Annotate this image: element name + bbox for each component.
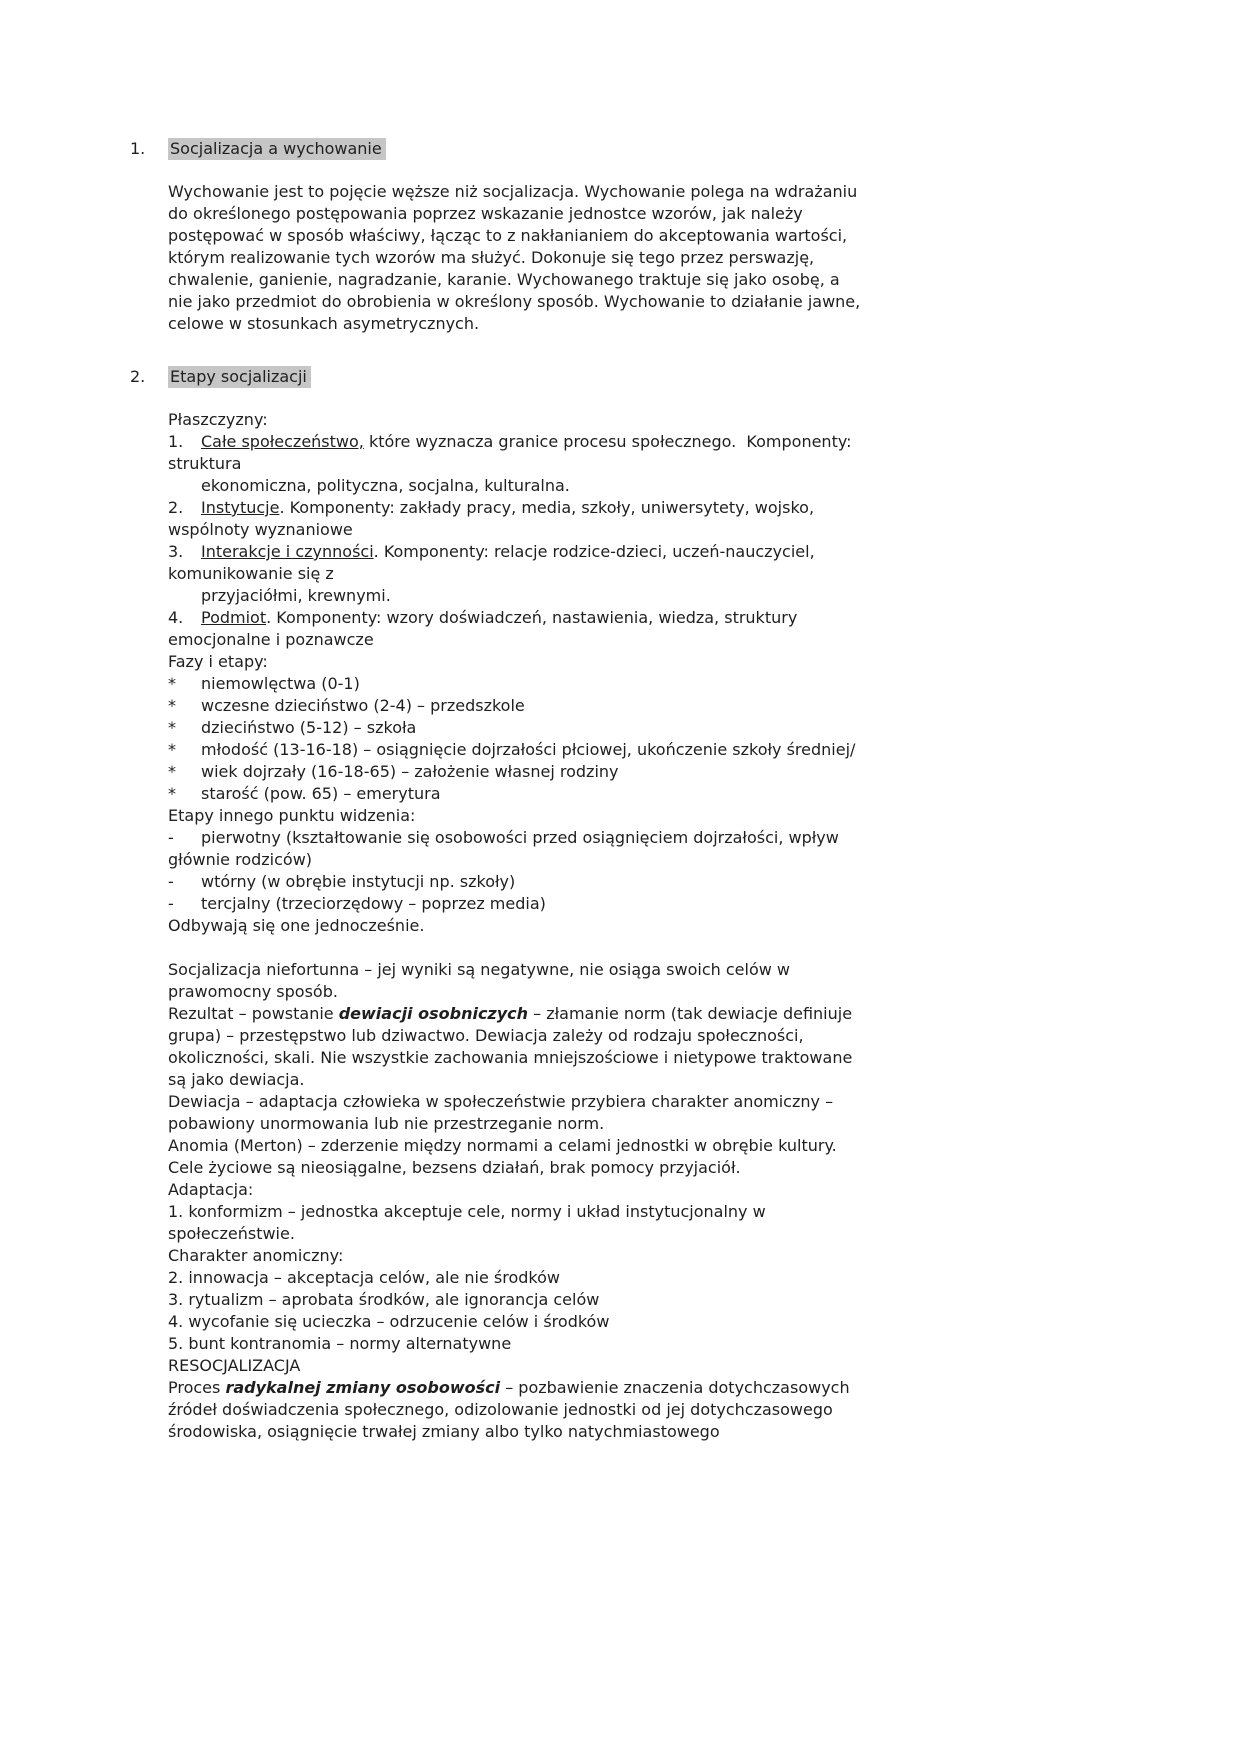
text-line: środowiska, osiągnięcie trwałej zmiany albo tylko natychmiastowego: [168, 1422, 720, 1441]
text-line: 1. konformizm – jednostka akceptuje cele, normy i układ instytucjonalny w: [168, 1202, 766, 1221]
text-run: radykalnej zmiany osobowości: [225, 1378, 501, 1397]
text-run: dewiacji osobniczych: [338, 1004, 529, 1023]
text-run: – złamanie norm (tak dewiacje definiuje: [528, 1004, 853, 1023]
text-line: Płaszczyzny:: [168, 410, 268, 429]
text-line: prawomocny sposób.: [168, 982, 338, 1001]
text-run: Całe społeczeństwo,: [201, 432, 364, 451]
text-line: źródeł doświadczenia społecznego, odizolowanie jednostki od jej dotychczasowego: [168, 1400, 833, 1419]
text-line: Charakter anomiczny:: [168, 1246, 344, 1265]
section-number: 2.: [130, 367, 146, 386]
text-line: [168, 431, 1190, 453]
text-line: [168, 827, 1190, 849]
text-run: Podmiot: [201, 608, 267, 627]
text-line: którym realizowanie tych wzorów ma służyć. Dokonuje się tego przez perswazję,: [168, 248, 815, 267]
text-run: pierwotny (kształtowanie się osobowości przed osiągnięciem dojrzałości, wpływ: [201, 828, 839, 847]
text-line: 2. innowacja – akceptacja celów, ale nie środków: [168, 1268, 560, 1287]
text-line: Dewiacja – adaptacja człowieka w społeczeństwie przybiera charakter anomiczny –: [168, 1092, 834, 1111]
text-run: dzieciństwo (5-12) – szkoła: [201, 718, 417, 737]
text-run: przyjaciółmi, krewnymi.: [201, 586, 391, 605]
text-line: do określonego postępowania poprzez wskazanie jednostce wzorów, jak należy: [168, 204, 803, 223]
list-marker: 2.: [168, 498, 184, 517]
text-line: celowe w stosunkach asymetrycznych.: [168, 314, 480, 333]
text-line: [168, 739, 1190, 761]
list-marker: -: [168, 894, 174, 913]
document-body: [130, 138, 1190, 1443]
text-run: – pozbawienie znaczenia dotychczasowych: [500, 1378, 850, 1397]
text-run: które wyznacza granice procesu społecznego. Komponenty:: [363, 432, 852, 451]
text-run: Interakcje i czynności: [201, 542, 374, 561]
text-line: Anomia (Merton) – zderzenie między normami a celami jednostki w obrębie kultury.: [168, 1136, 837, 1155]
text-line: 4. wycofanie się ucieczka – odrzucenie celów i środków: [168, 1312, 610, 1331]
text-line: [168, 761, 1190, 783]
text-run: starość (pow. 65) – emerytura: [201, 784, 441, 803]
text-line: [168, 695, 1190, 717]
text-line: [168, 1377, 1190, 1399]
text-line: emocjonalne i poznawcze: [168, 630, 374, 649]
text-line: [168, 1003, 1190, 1025]
text-line: [168, 541, 1190, 563]
text-run: wtórny (w obrębie instytucji np. szkoły): [201, 872, 516, 891]
text-line: struktura: [168, 454, 242, 473]
text-line: Wychowanie jest to pojęcie węższe niż socjalizacja. Wychowanie polega na wdrażaniu: [168, 182, 858, 201]
list-marker: -: [168, 828, 174, 847]
text-line: społeczeństwie.: [168, 1224, 295, 1243]
list-marker: -: [168, 872, 174, 891]
text-run: . Komponenty: relacje rodzice-dzieci, uczeń-nauczyciel,: [373, 542, 815, 561]
document-section: [130, 138, 1190, 335]
list-marker: *: [168, 762, 176, 781]
section-heading: [130, 138, 1190, 160]
text-run: tercjalny (trzeciorzędowy – poprzez media): [201, 894, 546, 913]
text-line: 3. rytualizm – aprobata środków, ale ignorancja celów: [168, 1290, 600, 1309]
list-marker: *: [168, 674, 176, 693]
list-marker: 4.: [168, 608, 184, 627]
text-run: Rezultat – powstanie: [168, 1004, 339, 1023]
text-line: [168, 607, 1190, 629]
text-line: Fazy i etapy:: [168, 652, 268, 671]
text-run: . Komponenty: zakłady pracy, media, szkoły, uniwersytety, wojsko,: [279, 498, 815, 517]
section-title: Socjalizacja a wychowanie: [168, 138, 386, 160]
text-line: [168, 937, 1190, 959]
text-line: [168, 585, 1190, 607]
section-number: 1.: [130, 139, 146, 158]
text-run: Instytucje: [201, 498, 280, 517]
text-line: Adaptacja:: [168, 1180, 254, 1199]
text-run: wczesne dzieciństwo (2-4) – przedszkole: [201, 696, 525, 715]
text-run: młodość (13-16-18) – osiągnięcie dojrzałości płciowej, ukończenie szkoły średniej/: [201, 740, 856, 759]
list-marker: *: [168, 784, 176, 803]
text-line: Cele życiowe są nieosiągalne, bezsens działań, brak pomocy przyjaciół.: [168, 1158, 741, 1177]
text-line: nie jako przedmiot do obrobienia w określony sposób. Wychowanie to działanie jawne,: [168, 292, 861, 311]
text-line: 5. bunt kontranomia – normy alternatywne: [168, 1334, 512, 1353]
text-line: [168, 673, 1190, 695]
text-line: Etapy innego punktu widzenia:: [168, 806, 416, 825]
text-run: ekonomiczna, polityczna, socjalna, kulturalna.: [201, 476, 570, 495]
section-heading: [130, 366, 1190, 388]
list-marker: *: [168, 740, 176, 759]
text-run: . Komponenty: wzory doświadczeń, nastawienia, wiedza, struktury: [266, 608, 798, 627]
text-line: wspólnoty wyznaniowe: [168, 520, 353, 539]
text-run: niemowlęctwa (0-1): [201, 674, 360, 693]
text-line: są jako dewiacja.: [168, 1070, 305, 1089]
text-line: postępować w sposób właściwy, łącząc to z nakłanianiem do akceptowania wartości,: [168, 226, 848, 245]
text-line: [168, 871, 1190, 893]
text-line: chwalenie, ganienie, nagradzanie, karanie. Wychowanego traktuje się jako osobę, a: [168, 270, 840, 289]
text-line: [168, 475, 1190, 497]
list-marker: 1.: [168, 432, 184, 451]
text-line: Socjalizacja niefortunna – jej wyniki są negatywne, nie osiąga swoich celów w: [168, 960, 790, 979]
text-line: [168, 497, 1190, 519]
text-line: komunikowanie się z: [168, 564, 334, 583]
document-section: [130, 366, 1190, 1443]
text-line: grupa) – przestępstwo lub dziwactwo. Dewiacja zależy od rodzaju społeczności,: [168, 1026, 804, 1045]
list-marker: 3.: [168, 542, 184, 561]
text-line: pobawiony unormowania lub nie przestrzeganie norm.: [168, 1114, 605, 1133]
text-line: okoliczności, skali. Nie wszystkie zachowania mniejszościowe i nietypowe traktowane: [168, 1048, 853, 1067]
text-line: RESOCJALIZACJA: [168, 1356, 301, 1375]
section-title: Etapy socjalizacji: [168, 366, 311, 388]
text-run: Proces: [168, 1378, 226, 1397]
text-line: Odbywają się one jednocześnie.: [168, 916, 425, 935]
text-line: [168, 717, 1190, 739]
list-marker: *: [168, 718, 176, 737]
text-line: [168, 783, 1190, 805]
text-line: [168, 893, 1190, 915]
list-marker: *: [168, 696, 176, 715]
text-run: wiek dojrzały (16-18-65) – założenie własnej rodziny: [201, 762, 619, 781]
text-line: głównie rodziców): [168, 850, 313, 869]
